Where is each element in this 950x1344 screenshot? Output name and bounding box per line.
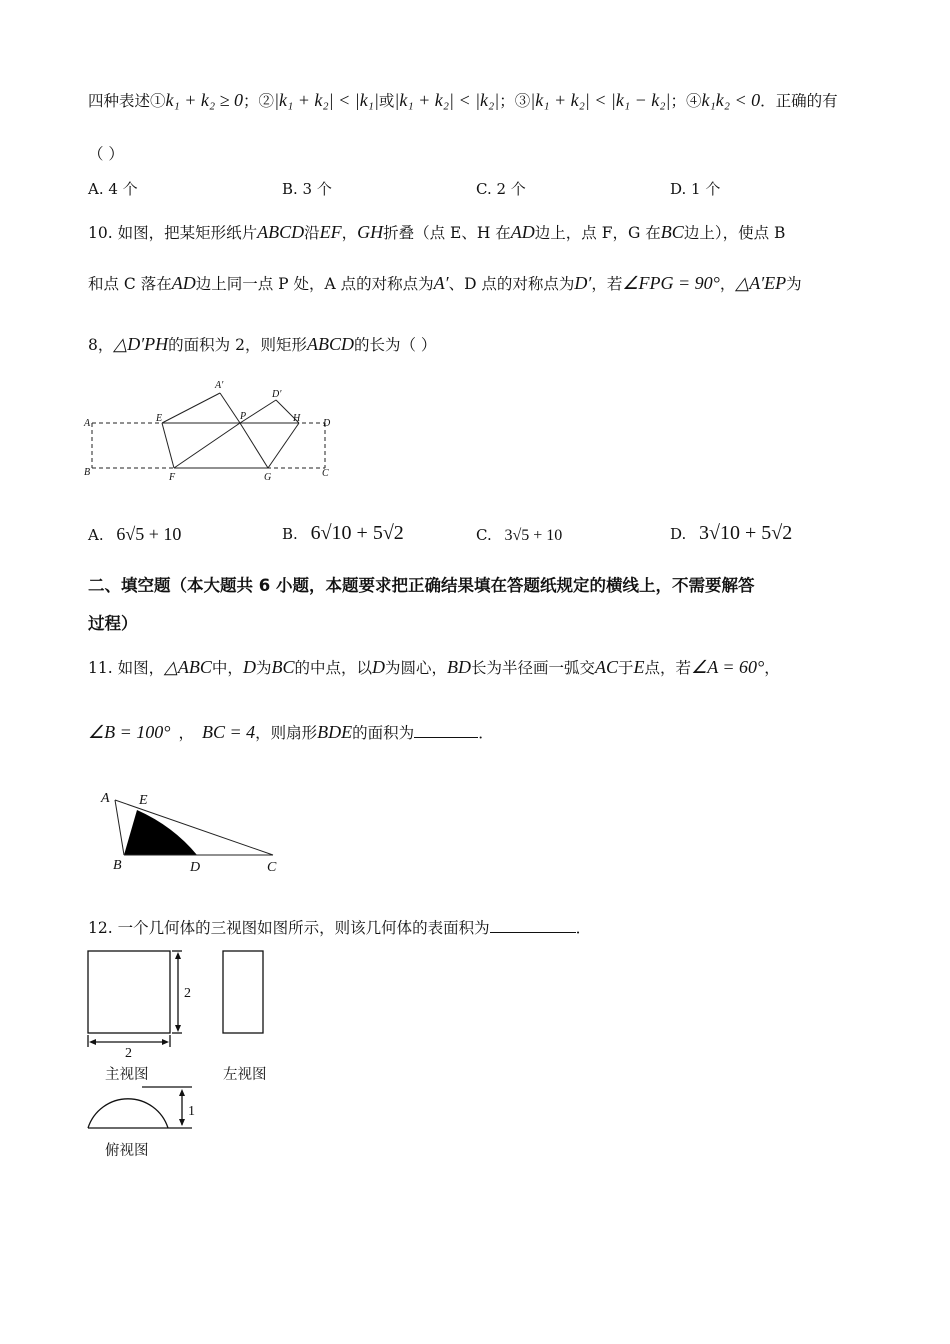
q11-text: 为 [255, 659, 272, 677]
q10-math: ABCD [257, 222, 305, 242]
edge-pg [240, 423, 268, 468]
q10-text: 边上同一点 P 处，A 点的对称点为 [195, 275, 434, 293]
q11-text: 的中点，以 [294, 659, 372, 677]
q9-tail: ．正确的有 [760, 92, 838, 110]
option-expr: 6√10 + 5√2 [310, 522, 404, 544]
q9-expr1: k₁ + k₂ ≥ 0 [165, 90, 244, 110]
q9-expr3: |k₁ + k₂| < |k₁ − k₂| [530, 90, 671, 110]
q11-answer-blank[interactable] [414, 723, 478, 738]
q10-math: BC [660, 222, 684, 242]
q11-text: ，则扇形 [255, 724, 318, 742]
q9-expr2a: |k₁ + k₂| < |k₁| [274, 90, 379, 110]
q11-math: ∠B = 100° [88, 722, 171, 742]
q9-paren: （ ） [88, 145, 124, 163]
q9-line1 [88, 90, 838, 111]
label-c: C [322, 468, 329, 479]
q9-option-d: D. 1 个 [670, 180, 721, 198]
q10-text: 、D 点的对称点为 [448, 275, 575, 293]
q12-answer-blank[interactable] [490, 918, 576, 933]
q11-math: BC [271, 657, 295, 677]
option-letter: C. [476, 526, 492, 544]
q11-text: 点，若 [644, 659, 692, 677]
q9-sep3: ；④ [670, 92, 702, 110]
section-heading-cont: 过程） [88, 614, 138, 633]
sector-bde [124, 810, 197, 855]
label-p: P [240, 411, 247, 422]
dim-label-depth: 1 [188, 1104, 195, 1119]
edge-ef [162, 423, 174, 468]
top-view-semicircle [88, 1099, 168, 1128]
q10-math: AD [171, 273, 196, 293]
q10-text: ， [341, 224, 358, 242]
option-letter: A. [88, 526, 104, 544]
q10-text: ， [719, 275, 736, 293]
q11-math: BC = 4 [202, 722, 256, 742]
label-h: H [293, 413, 301, 424]
q10-text: 10. 如图，把某矩形纸片 [88, 224, 258, 242]
q12-three-views [80, 945, 310, 1135]
q11-math: D [242, 657, 256, 677]
top-view-caption: 俯视图 [105, 1143, 149, 1159]
q11-triangle-figure [95, 788, 295, 878]
q12-line [88, 918, 591, 938]
q10-text: 边上），使点 B [683, 224, 786, 242]
q11-line2 [88, 722, 494, 743]
q10-math: D′ [574, 273, 592, 293]
q11-math: D [371, 657, 385, 677]
q11-math: △ABC [164, 657, 212, 677]
q11-math: BD [447, 657, 471, 677]
q9-or: 或 [378, 92, 395, 110]
q10-option-d [670, 522, 792, 545]
side-ab [115, 800, 124, 855]
q10-math: GH [357, 222, 384, 242]
q9-sep1: ；② [243, 92, 275, 110]
q10-text: 8， [88, 336, 114, 354]
label-d: D [323, 418, 331, 429]
edge-ea1 [162, 393, 220, 423]
label-g: G [264, 472, 272, 483]
option-letter: B. [282, 525, 298, 543]
q10-math: ABCD [306, 334, 354, 354]
edge-a1p [220, 393, 240, 423]
edge-fp [174, 423, 240, 468]
q10-line2 [88, 273, 802, 294]
q11-text: 于 [618, 659, 634, 677]
dim-label-width: 2 [125, 1046, 132, 1061]
q11-text: 为圆心， [384, 659, 447, 677]
q11-math: BDE [317, 722, 353, 742]
side-view-rect [223, 951, 263, 1033]
label-c: C [267, 860, 277, 875]
option-expr: 6√5 + 10 [116, 524, 182, 544]
q11-text: 的面积为 [352, 724, 415, 742]
q9-option-c: C. 2 个 [476, 180, 526, 198]
q10-option-c [476, 526, 562, 545]
q9-sep2: ；③ [499, 92, 531, 110]
label-a-prime: A′ [215, 380, 224, 391]
q10-option-a [88, 524, 181, 545]
q9-option-a: A. 4 个 [88, 180, 138, 198]
q10-text: 为 [786, 275, 802, 293]
label-f: F [169, 472, 176, 483]
label-b: B [113, 858, 122, 873]
q10-math: EF [319, 222, 342, 242]
q10-math: △D′PH [113, 334, 169, 354]
q10-math: ∠FPG = 90° [622, 273, 720, 293]
edge-hg [268, 423, 299, 468]
q10-text: 边上，点 F，G 在 [534, 224, 661, 242]
section-heading: 二、填空题（本大题共 6 小题，本题要求把正确结果填在答题纸规定的横线上，不需要解答 [88, 576, 755, 595]
q11-math: ∠A = 60° [691, 657, 765, 677]
q11-text: ， [178, 724, 194, 742]
q10-option-b [282, 522, 404, 545]
q10-math: AD [510, 222, 535, 242]
q11-text: ． [478, 724, 494, 742]
q11-math: E [633, 657, 645, 677]
q10-line3 [88, 334, 436, 355]
label-a: A [84, 418, 91, 429]
q12-text: 12. 一个几何体的三视图如图所示，则该几何体的表面积为 [88, 919, 490, 937]
q11-line1 [88, 657, 780, 678]
q11-text: 中， [211, 659, 243, 677]
label-a: A [101, 791, 110, 806]
side-view-caption: 左视图 [223, 1067, 267, 1083]
q10-text: 折叠（点 E、H 在 [383, 224, 511, 242]
dim-label-height: 2 [184, 986, 191, 1001]
q10-text: ，若 [591, 275, 623, 293]
q9-prefix: 四种表述① [88, 92, 166, 110]
front-view-square [88, 951, 170, 1033]
q10-text: 和点 C 落在 [88, 275, 172, 293]
label-e: E [139, 793, 148, 808]
label-e: E [156, 413, 163, 424]
q10-text: 的面积为 2，则矩形 [168, 336, 307, 354]
label-b: B [84, 467, 91, 478]
q11-math: AC [595, 657, 619, 677]
q9-expr2b: |k₁ + k₂| < |k₂| [394, 90, 500, 110]
option-expr: 3√10 + 5√2 [699, 522, 793, 544]
q10-folding-figure [80, 375, 350, 490]
q11-text: 长为半径画一弧交 [471, 659, 596, 677]
label-d: D [190, 860, 201, 875]
front-view-caption: 主视图 [105, 1067, 149, 1083]
q11-text: ， [764, 659, 780, 677]
q10-text: 沿 [304, 224, 320, 242]
q10-math: △A′EP [735, 273, 787, 293]
q10-line1 [88, 222, 785, 243]
q11-text: 11. 如图， [88, 659, 165, 677]
option-letter: D. [670, 525, 687, 543]
q12-text-end: ． [575, 919, 592, 937]
label-d-prime: D′ [272, 389, 282, 400]
q10-math: A′ [433, 273, 449, 293]
option-expr: 3√5 + 10 [504, 527, 563, 544]
q10-text: 的长为（ ） [353, 336, 437, 354]
q9-option-b: B. 3 个 [282, 180, 332, 198]
q9-expr4: k₁k₂ < 0 [701, 90, 761, 110]
